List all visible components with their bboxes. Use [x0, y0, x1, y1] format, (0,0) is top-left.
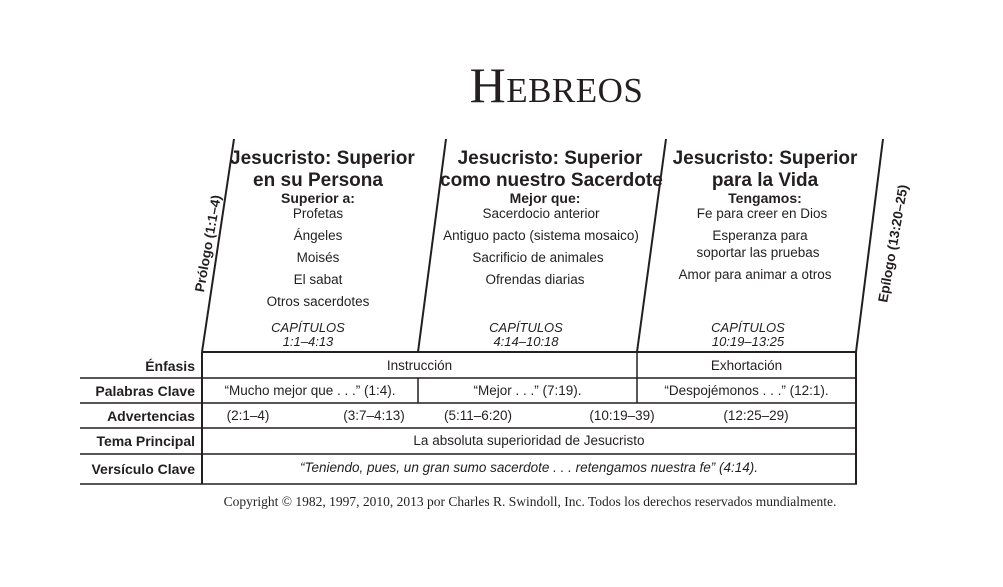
palabras-clave-1: “Mucho mejor que . . .” (1:4).	[224, 383, 396, 398]
advertencia-item: (2:1–4)	[226, 408, 270, 423]
advertencia-item: (12:25–29)	[723, 408, 789, 423]
prologue-label: Prólogo (1:1–4)	[192, 193, 224, 294]
section-3-chapters-label: CAPÍTULOS	[711, 320, 785, 335]
palabras-clave-3: “Despojémonos . . .” (12:1).	[664, 383, 829, 398]
row-label-enfasis: Énfasis	[145, 358, 195, 374]
section-1-title-2: en su Persona	[253, 170, 383, 191]
section-3-title-1: Jesucristo: Superior	[672, 148, 858, 169]
section-2-item: Ofrendas diarias	[485, 272, 585, 287]
section-1-item: El sabat	[293, 272, 343, 287]
section-3-subheading: Tengamos:	[728, 190, 802, 206]
enfasis-instruction: Instrucción	[386, 358, 453, 373]
section-3	[665, 148, 865, 192]
section-2-chapters-label: CAPÍTULOS	[489, 320, 563, 335]
row-label-versiculo-clave: Versículo Clave	[91, 461, 195, 477]
page-title: Hebreos	[469, 57, 644, 113]
section-2-item: Sacrificio de animales	[472, 250, 604, 265]
section-2-title-1: Jesucristo: Superior	[457, 148, 643, 169]
section-2-chapters: 4:14–10:18	[493, 334, 559, 349]
section-2-item: Antiguo pacto (sistema mosaico)	[443, 228, 639, 243]
section-1-item: Otros sacerdotes	[266, 294, 370, 309]
section-1-item: Moisés	[296, 250, 340, 265]
section-3-title-2: para la Vida	[711, 170, 819, 191]
section-3-item: soportar las pruebas	[696, 245, 820, 260]
advertencia-item: (10:19–39)	[589, 408, 655, 423]
epilogue-label: Epílogo (13:20–25)	[875, 183, 911, 304]
row-label-palabras-clave: Palabras Clave	[95, 383, 195, 399]
versiculo-clave-text: “Teniendo, pues, un gran sumo sacerdote . . . retengamos nuestra fe” (4:14).	[299, 460, 758, 475]
copyright-text: Copyright © 1982, 1997, 2010, 2013 por Charles R. Swindoll, Inc. Todos los derechos reservados mundialmente.	[223, 494, 837, 509]
advertencia-item: (5:11–6:20)	[443, 408, 513, 423]
palabras-clave-2: “Mejor . . .” (7:19).	[473, 383, 582, 398]
section-2-item: Sacerdocio anterior	[482, 206, 600, 221]
row-label-advertencias: Advertencias	[107, 408, 195, 424]
row-label-tema-principal: Tema Principal	[96, 433, 195, 449]
section-2	[440, 148, 663, 192]
section-3-item: Esperanza para	[712, 228, 808, 243]
section-1-item: Profetas	[292, 206, 344, 221]
section-1-title-1: Jesucristo: Superior	[230, 148, 415, 169]
section-1-chapters: 1:1–4:13	[282, 334, 334, 349]
section-1-item: Ángeles	[293, 228, 343, 243]
tema-principal-text: La absoluta superioridad de Jesucristo	[413, 433, 645, 448]
section-2-title-2: como nuestro Sacerdote	[440, 170, 663, 191]
section-2-subheading: Mejor que:	[509, 190, 581, 206]
section-3-item: Amor para animar a otros	[678, 267, 832, 282]
section-1	[230, 148, 415, 192]
advertencia-item: (3:7–4:13)	[343, 408, 405, 423]
section-3-chapters: 10:19–13:25	[711, 334, 785, 349]
section-1-subheading: Superior a:	[281, 190, 355, 206]
enfasis-exhortation: Exhortación	[710, 358, 783, 373]
section-3-item: Fe para creer en Dios	[696, 206, 828, 221]
section-1-chapters-label: CAPÍTULOS	[271, 320, 345, 335]
